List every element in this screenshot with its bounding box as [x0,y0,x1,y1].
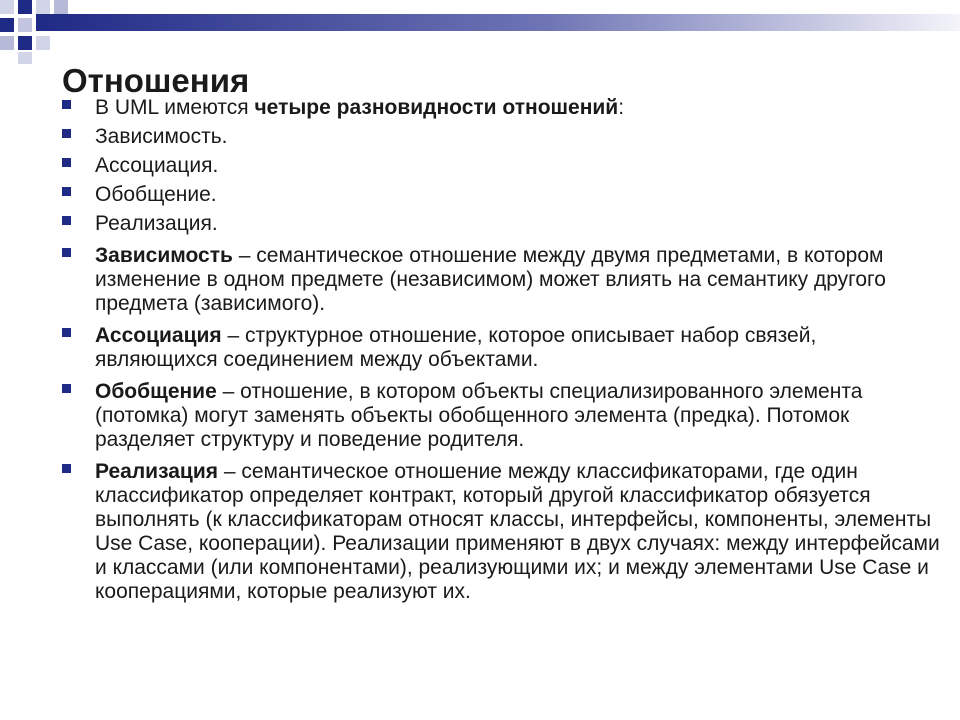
decor-square [0,36,14,50]
decor-square [36,0,50,14]
item-text: Зависимость. [95,125,228,148]
item-term: Обобщение [95,380,217,403]
item-text: В UML имеются [95,96,255,119]
decor-square [0,0,14,14]
item-text: – структурное отношение, которое описывает набор связей, являющихся соединением между объектами. [95,324,817,371]
square-bullet-icon [62,187,71,196]
bullet-item [60,96,940,120]
square-bullet-icon [62,129,71,138]
item-text: – семантическое отношение между классификаторами, где один классификатор определяет контракт, который другой классификатор обязуется выполнять (к классификаторам относят классы, интерфейсы, компоненты, элементы Use Case, кооперации). Реализации применяют в двух случаях: между интерфейсами и классами (или компонентами), реализующими их; и между элементами Use Case и кооперациями, которые реализуют их. [95,460,940,603]
item-text: : [618,96,625,119]
square-bullet-icon [62,328,71,337]
bullet-item [60,460,940,604]
decor-square [0,18,14,32]
bullet-item [60,125,940,149]
item-term: Зависимость [95,244,233,267]
item-emphasis: четыре разновидности отношений [254,96,619,119]
decor-square [36,36,50,50]
item-text: Реализация. [95,212,218,235]
square-bullet-icon [62,158,71,167]
square-bullet-icon [62,464,71,473]
decor-square [18,0,32,14]
square-bullet-icon [62,216,71,225]
square-bullet-icon [62,248,71,257]
decor-square [18,18,32,32]
decor-square [54,0,68,14]
square-bullet-icon [62,384,71,393]
square-bullet-icon [62,100,71,109]
item-text: Обобщение. [95,183,217,206]
item-text: Ассоциация. [95,154,219,177]
item-term: Реализация [95,460,219,483]
item-text: – отношение, в котором объекты специализированного элемента (потомка) могут заменять объекты обобщенного элемента (предка). Потомок разделяет структуру и поведение родителя. [95,380,863,451]
bullet-item [60,212,940,236]
bullet-item [60,324,940,372]
item-term: Ассоциация [95,324,222,347]
decor-square [18,36,32,50]
slide-title: Отношения [62,62,250,99]
decor-square [18,52,32,64]
bullet-item [60,154,940,178]
bullet-item [60,183,940,207]
bullet-item [60,380,940,452]
bullet-list [60,96,940,609]
item-text: – семантическое отношение между двумя предметами, в котором изменение в одном предмете (независимом) может влиять на семантику другого предмета (зависимого). [95,244,886,315]
bullet-item [60,244,940,316]
header-decoration [0,0,960,64]
